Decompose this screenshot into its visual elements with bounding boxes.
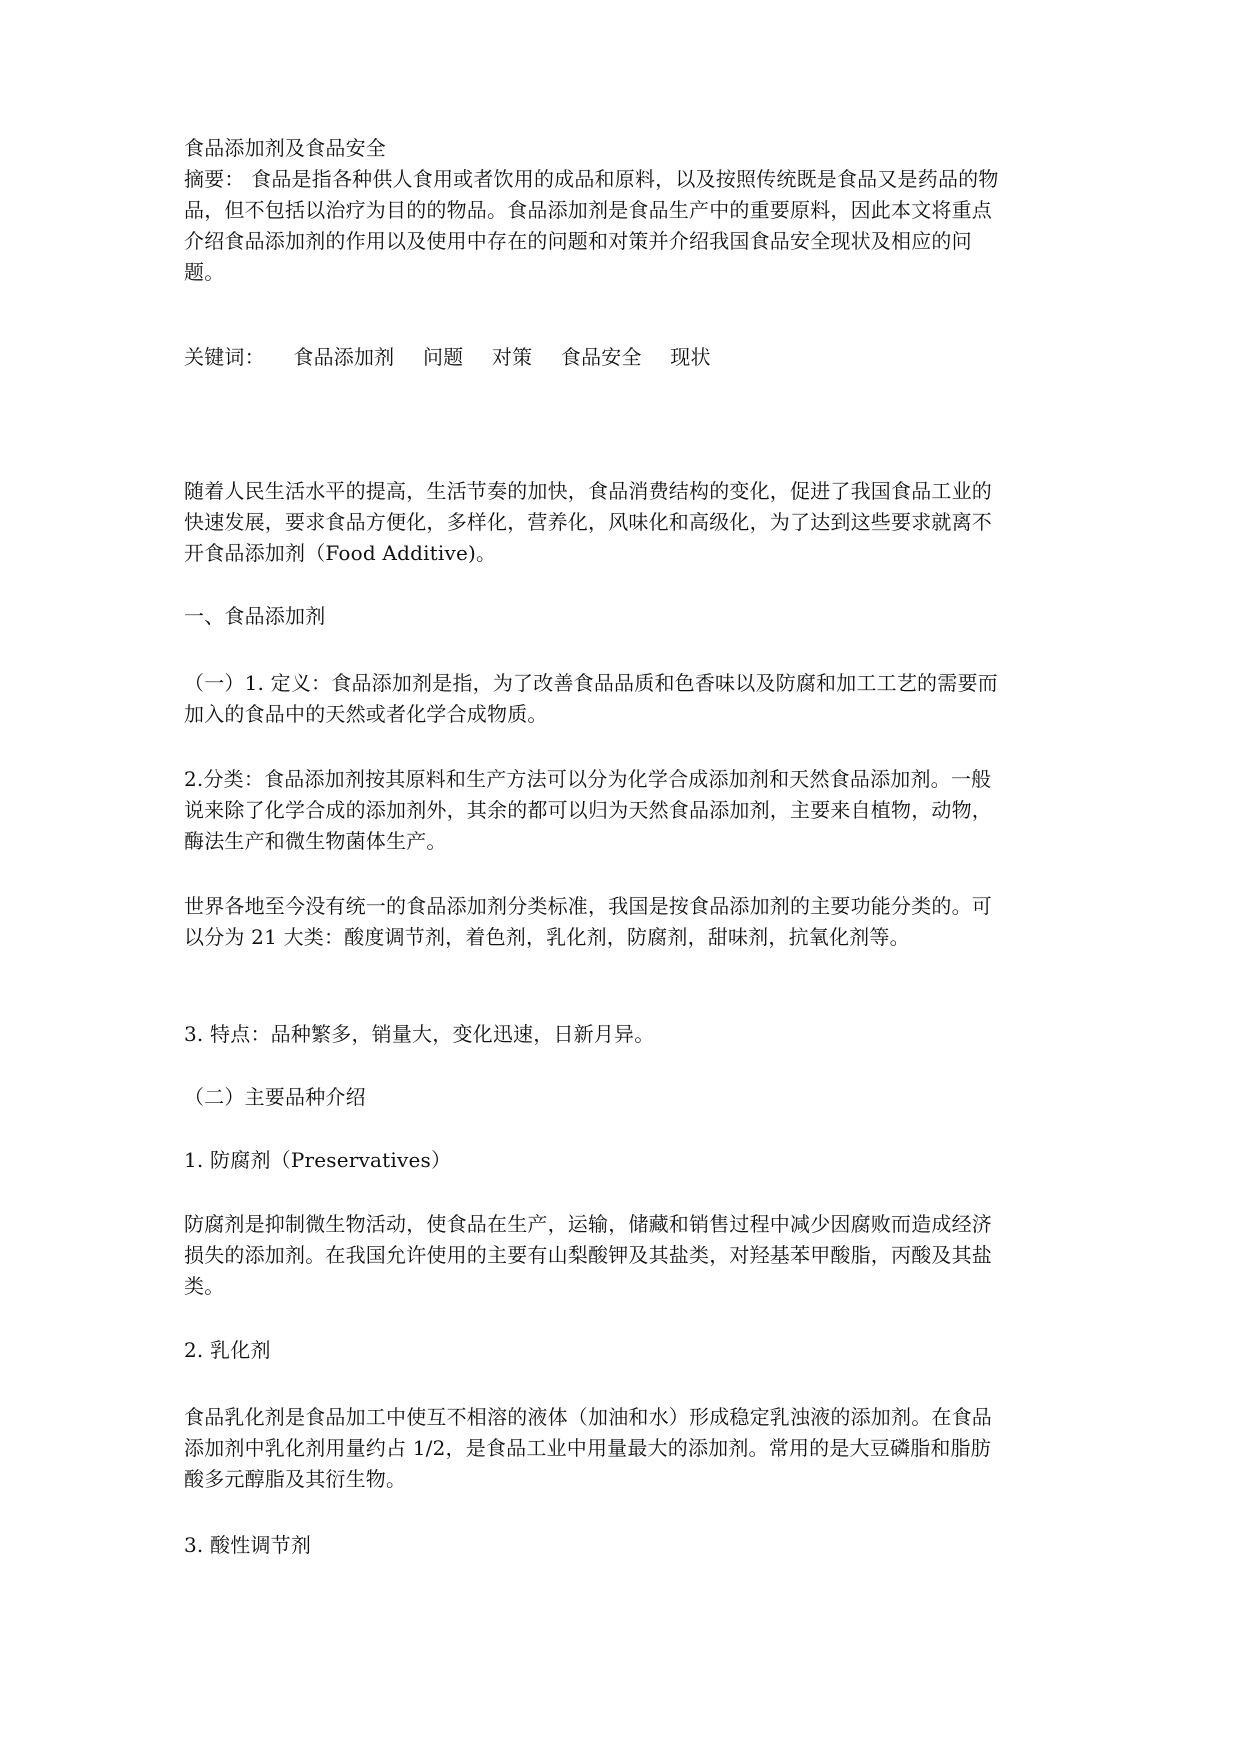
preservatives-line-3: 类。	[184, 1274, 225, 1298]
keyword-item: 食品添加剂	[293, 345, 395, 369]
emulsifier-line-1: 食品乳化剂是食品加工中使互不相溶的液体（加油和水）形成稳定乳浊液的添加剂。在食品	[184, 1405, 992, 1429]
classification-line-2: 说来除了化学合成的添加剂外，其余的都可以归为天然食品添加剂，主要来自植物，动物，	[184, 798, 992, 822]
intro-line-1: 随着人民生活水平的提高，生活节奏的加快，食品消费结构的变化，促进了我国食品工业的	[184, 479, 992, 503]
keyword-item: 对策	[491, 345, 533, 369]
world-standard-line-2: 以分为 21 大类：酸度调节剂，着色剂，乳化剂，防腐剂，甜味剂，抗氧化剂等。	[184, 925, 910, 949]
abstract-line-2: 品，但不包括以治疗为目的的物品。食品添加剂是食品生产中的重要原料，因此本文将重点	[184, 198, 992, 222]
item-heading-acidity-regulator: 3. 酸性调节剂	[184, 1533, 312, 1557]
keywords-line	[184, 342, 1064, 372]
keyword-item: 现状	[670, 345, 711, 369]
intro-line-3: 开食品添加剂（Food Additive)。	[184, 541, 497, 565]
preservatives-line-1: 防腐剂是抑制微生物活动，使食品在生产，运输，储藏和销售过程中减少因腐败而造成经济	[184, 1212, 992, 1236]
abstract-line-4: 题。	[184, 260, 225, 284]
keywords-label: 关键词：	[184, 345, 265, 369]
preservatives-line-2: 损失的添加剂。在我国允许使用的主要有山梨酸钾及其盐类，对羟基苯甲酸脂，丙酸及其盐	[184, 1243, 992, 1267]
abstract-line-3: 介绍食品添加剂的作用以及使用中存在的问题和对策并介绍我国食品安全现状及相应的问	[184, 229, 972, 253]
intro-line-2: 快速发展，要求食品方便化，多样化，营养化，风味化和高级化，为了达到这些要求就离不	[184, 510, 992, 534]
definition-line-2: 加入的食品中的天然或者化学合成物质。	[184, 702, 548, 726]
definition-line-1: （一）1. 定义：食品添加剂是指，为了改善食品品质和色香味以及防腐和加工工艺的需要而	[184, 671, 998, 695]
emulsifier-line-3: 酸多元醇脂及其衍生物。	[184, 1467, 407, 1491]
keyword-item: 食品安全	[560, 345, 642, 369]
keyword-item: 问题	[422, 345, 464, 369]
item-heading-emulsifier: 2. 乳化剂	[184, 1338, 271, 1362]
section-heading-1: 一、食品添加剂	[184, 604, 326, 628]
emulsifier-line-2: 添加剂中乳化剂用量约占 1/2，是食品工业中用量最大的添加剂。常用的是大豆磷脂和脂肪	[184, 1436, 991, 1460]
abstract-line-1: 摘要： 食品是指各种供人食用或者饮用的成品和原料，以及按照传统既是食品又是药品的物	[184, 167, 999, 191]
subsection-heading-2: （二）主要品种介绍	[184, 1085, 366, 1109]
classification-line-3: 酶法生产和微生物菌体生产。	[184, 829, 447, 853]
classification-line-1: 2.分类：食品添加剂按其原料和生产方法可以分为化学合成添加剂和天然食品添加剂。一般	[184, 767, 992, 791]
features-line: 3. 特点：品种繁多，销量大，变化迅速，日新月异。	[184, 1022, 655, 1046]
world-standard-line-1: 世界各地至今没有统一的食品添加剂分类标准，我国是按食品添加剂的主要功能分类的。可	[184, 894, 992, 918]
item-heading-preservatives: 1. 防腐剂（Preservatives）	[184, 1148, 452, 1172]
document-title: 食品添加剂及食品安全	[184, 136, 386, 160]
